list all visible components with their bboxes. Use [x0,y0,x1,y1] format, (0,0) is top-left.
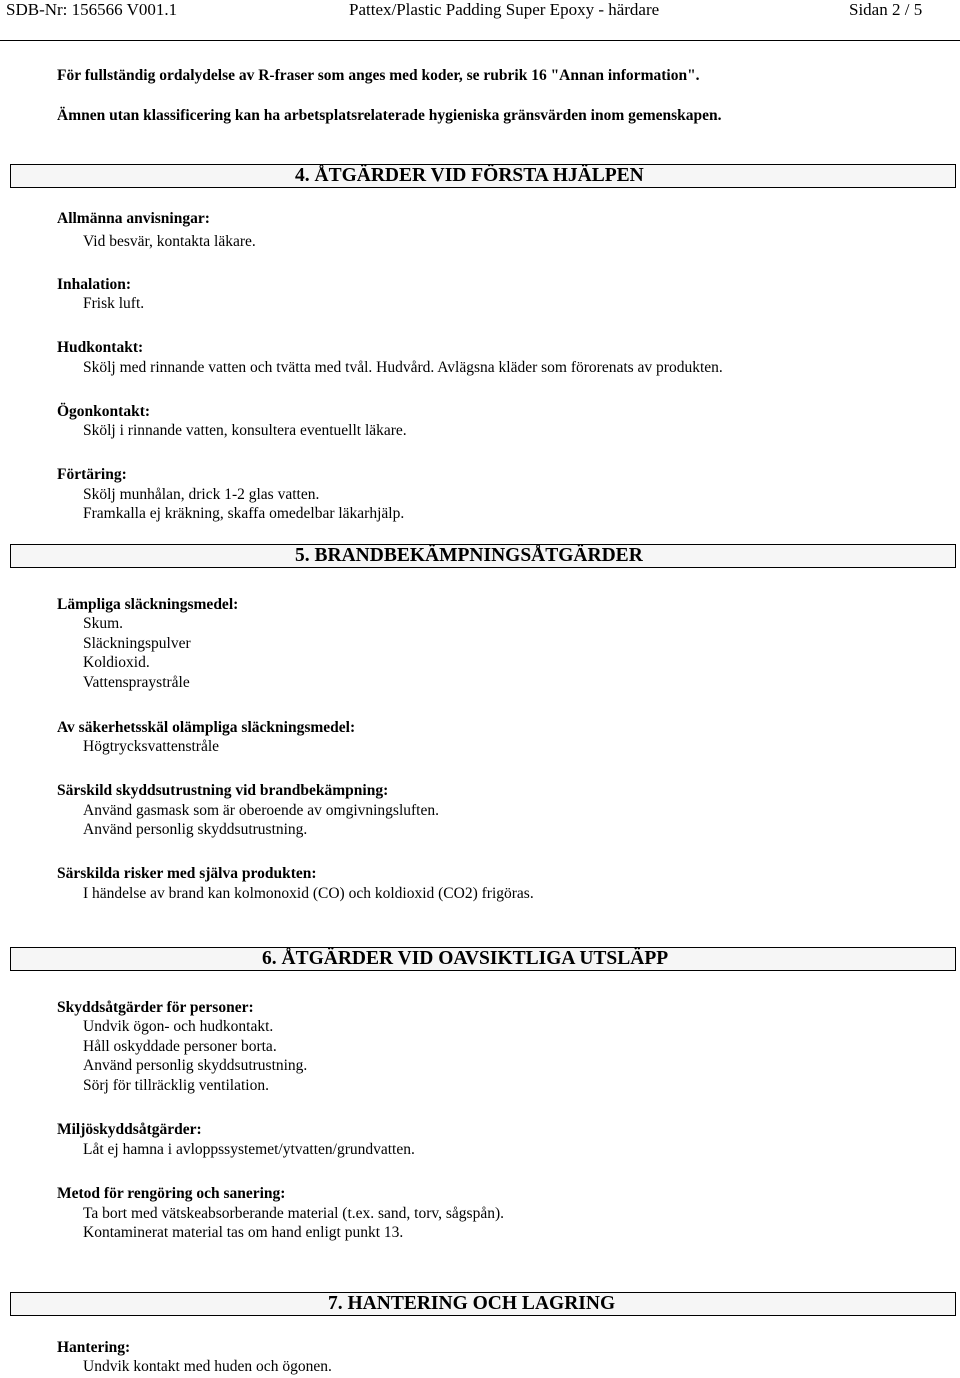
section-6-title: 6. ÅTGÄRDER VID OAVSIKTLIGA UTSLÄPP [262,948,669,969]
personal-precautions-label: Skyddsåtgärder för personer: [57,999,254,1016]
special-hazards-text: I händelse av brand kan kolmonoxid (CO) och koldioxid (CO2) frigöras. [83,885,534,902]
eye-contact-label: Ögonkontakt: [57,403,151,420]
special-hazards-label: Särskilda risker med själva produkten: [57,865,317,882]
skin-contact-text: Skölj med rinnande vatten och tvätta med tvål. Hudvård. Avlägsna kläder som förorenats av produkten. [83,359,723,376]
unsuitable-extinguishing-label: Av säkerhetsskäl olämpliga släckningsmedel: [57,719,356,736]
section-7-title: 7. HANTERING OCH LAGRING [328,1293,616,1314]
section-4-title: 4. ÅTGÄRDER VID FÖRSTA HJÄLPEN [295,165,644,186]
list-item: Vattenspraystråle [83,674,190,691]
list-item: Släckningspulver [83,635,191,652]
general-advice-label: Allmänna anvisningar: [57,210,210,227]
list-item: Skum. [83,615,124,632]
ingestion-text-2: Framkalla ej kräkning, skaffa omedelbar läkarhjälp. [83,505,405,522]
protective-equipment-text-2: Använd personlig skyddsutrustning. [83,821,308,838]
environmental-precautions-text: Låt ej hamna i avloppssystemet/ytvatten/grundvatten. [83,1141,415,1158]
intro-limits: Ämnen utan klassificering kan ha arbetsplatsrelaterade hygieniska gränsvärden inom gemenskapen. [57,107,722,124]
unsuitable-extinguishing-text: Högtrycksvattenstråle [83,738,220,755]
page-number: Sidan 2 / 5 [849,0,923,19]
ingestion-text-1: Skölj munhålan, drick 1-2 glas vatten. [83,486,320,503]
cleanup-method-text-1: Ta bort med vätskeabsorberande material (t.ex. sand, torv, sågspån). [83,1205,504,1222]
general-advice-text: Vid besvär, kontakta läkare. [83,233,256,250]
intro-r-phrases: För fullständig ordalydelse av R-fraser som anges med koder, se rubrik 16 "Annan information". [57,67,700,84]
list-item: Håll oskyddade personer borta. [83,1038,277,1055]
cleanup-method-text-2: Kontaminerat material tas om hand enligt punkt 13. [83,1224,404,1241]
inhalation-label: Inhalation: [57,276,132,293]
inhalation-text: Frisk luft. [83,295,145,312]
eye-contact-text: Skölj i rinnande vatten, konsultera eventuellt läkare. [83,422,407,439]
section-5-title: 5. BRANDBEKÄMPNINGSÅTGÄRDER [295,545,643,566]
list-item: Använd personlig skyddsutrustning. [83,1057,308,1074]
protective-equipment-label: Särskild skyddsutrustning vid brandbekämpning: [57,782,389,799]
environmental-precautions-label: Miljöskyddsåtgärder: [57,1121,202,1138]
skin-contact-label: Hudkontakt: [57,339,144,356]
ingestion-label: Förtäring: [57,466,127,483]
header-rule [0,40,960,41]
handling-text: Undvik kontakt med huden och ögonen. [83,1358,332,1375]
protective-equipment-text-1: Använd gasmask som är oberoende av omgivningsluften. [83,802,439,819]
document-id: SDB-Nr: 156566 V001.1 [6,0,178,19]
handling-label: Hantering: [57,1339,131,1356]
list-item: Sörj för tillräcklig ventilation. [83,1077,269,1094]
suitable-extinguishing-label: Lämpliga släckningsmedel: [57,596,239,613]
cleanup-method-label: Metod för rengöring och sanering: [57,1185,286,1202]
list-item: Undvik ögon- och hudkontakt. [83,1018,274,1035]
product-name: Pattex/Plastic Padding Super Epoxy - härdare [349,0,660,19]
list-item: Koldioxid. [83,654,150,671]
